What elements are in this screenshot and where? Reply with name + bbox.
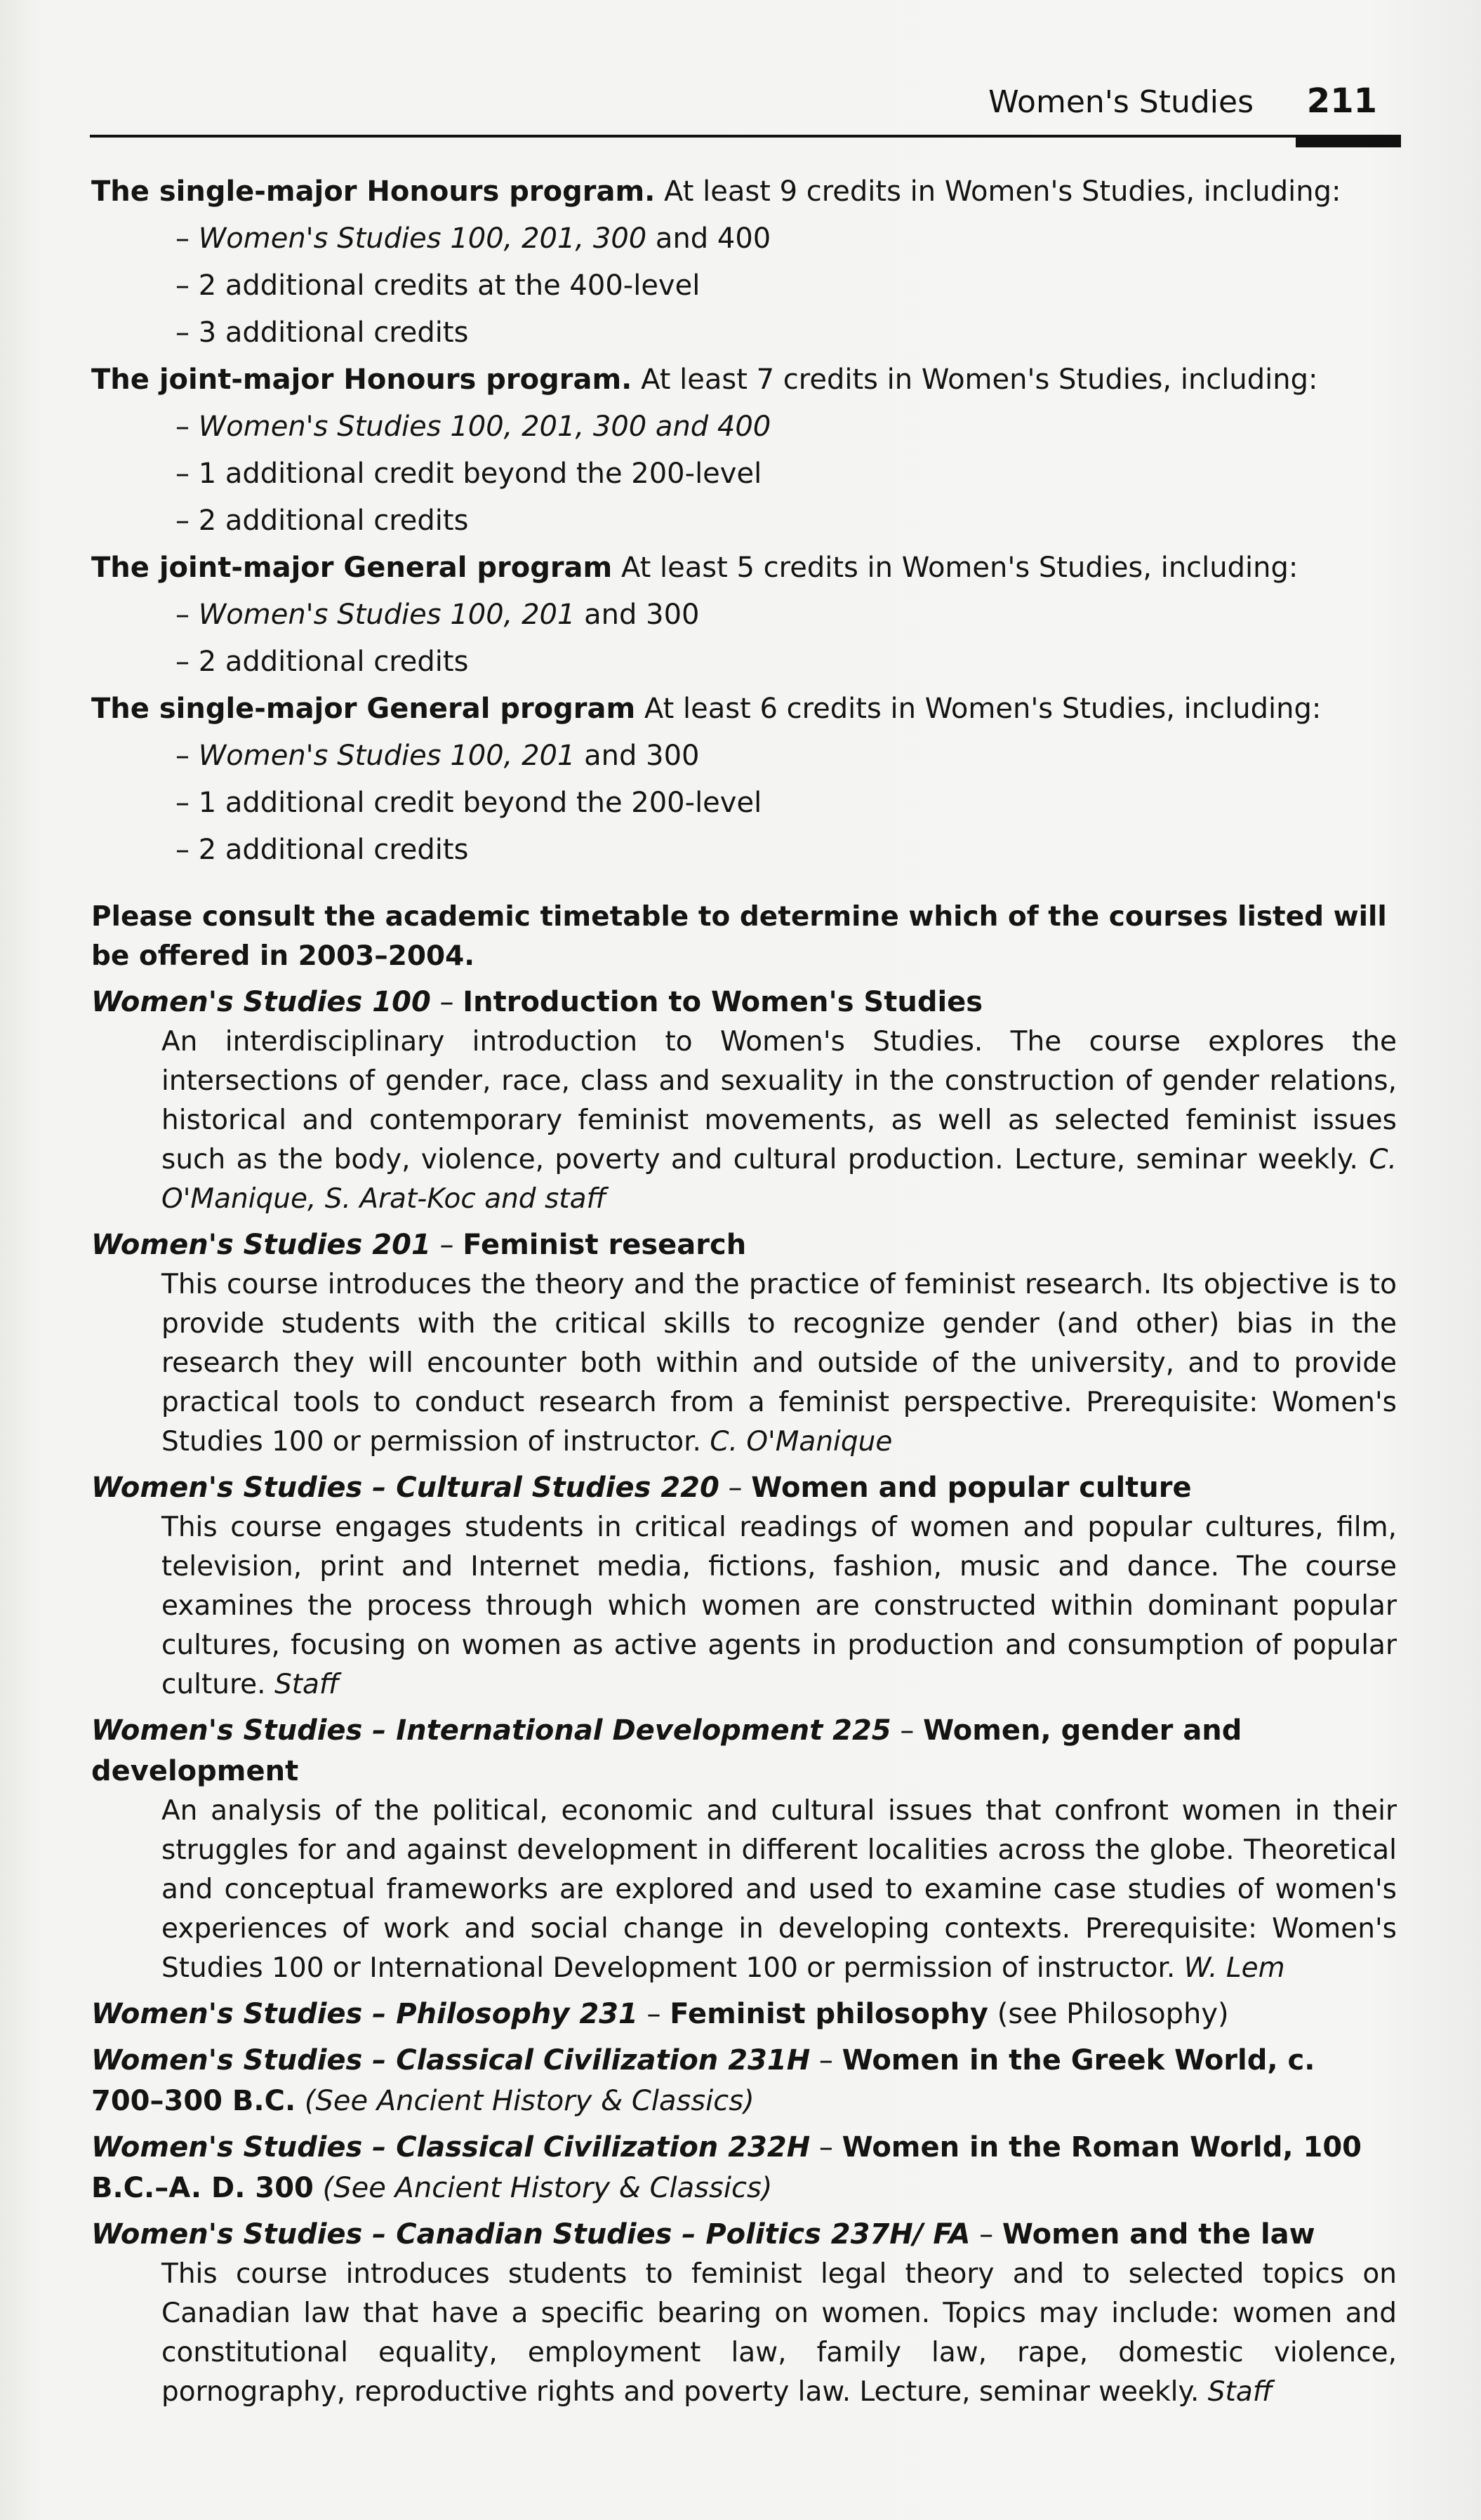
course-see-note: (see Philosophy) <box>997 1998 1229 2030</box>
course-entry <box>91 982 1397 1219</box>
section-title: Women's Studies <box>988 84 1254 120</box>
program-requirement: – Women's Studies 100, 201 and 300 <box>175 740 700 772</box>
course-instructor: Staff <box>1207 2376 1273 2408</box>
course-entry <box>91 2040 1397 2121</box>
course-heading: Women's Studies 201 – Feminist research <box>91 1229 747 1261</box>
program-requirement: – 2 additional credits <box>175 834 469 866</box>
program-intro: At least 5 credits in Women's Studies, including: <box>620 552 1299 584</box>
page-number: 211 <box>1306 81 1377 121</box>
program-title: The joint-major Honours program. <box>91 364 632 396</box>
course-entry <box>91 1710 1397 1988</box>
course-instructor: C. O'Manique <box>710 1426 893 1458</box>
program-requirement: – Women's Studies 100, 201, 300 and 400 <box>175 222 771 255</box>
course-instructor: Staff <box>274 1669 340 1700</box>
course-code: Women's Studies – Cultural Studies 220 <box>91 1472 719 1504</box>
program-title: The single-major General program <box>91 693 636 725</box>
course-description: An analysis of the political, economic and cultural issues that confront women in their struggles for and against development in different localities across the globe. Theoretical and conceptual frameworks are explored and used to examine case studies of women's experiences of work and social change in developing contexts. Prerequisite: Women's Studies 100 or International Development 100 or permission of instructor. W. Lem <box>161 1795 1397 1984</box>
course-title: Introduction to Women's Studies <box>463 986 983 1018</box>
course-description: This course introduces the theory and the practice of feminist research. Its objective is to provide students with the critical skills to recognize gender (and other) bias in the research they will encounter both within and outside of the university, and to provide practical tools to conduct research from a feminist perspective. Prerequisite: Women's Studies 100 or permission of instructor. C. O'Manique <box>161 1269 1397 1458</box>
course-instructor: C. O'Manique, S. Arat-Koc and staff <box>161 1144 1397 1215</box>
program-requirement: – Women's Studies 100, 201 and 300 <box>175 599 700 631</box>
program-intro: At least 6 credits in Women's Studies, including: <box>644 693 1322 725</box>
course-instructor: W. Lem <box>1183 1952 1285 1984</box>
course-code: Women's Studies – Classical Civilization 232H <box>91 2131 811 2164</box>
program-requirement: – 1 additional credit beyond the 200-level <box>175 787 762 819</box>
course-entry <box>91 1467 1397 1705</box>
course-code: Women's Studies – Philosophy 231 <box>91 1998 638 2030</box>
course-entry <box>91 1994 1397 2034</box>
course-see-note: (See Ancient History & Classics) <box>322 2172 773 2204</box>
course-description: This course engages students in critical readings of women and popular cultures, film, television, print and Internet media, fictions, fashion, music and dance. The course examines the process through which women are constructed within dominant popular cultures, focusing on women as active agents in production and consumption of popular culture. Staff <box>161 1512 1397 1700</box>
course-title: Women and popular culture <box>751 1472 1192 1504</box>
timetable-notice: Please consult the academic timetable to determine which of the courses listed will be offered in 2003–2004. <box>91 901 1387 972</box>
course-code: Women's Studies – Canadian Studies – Politics 237H/ FA <box>91 2218 971 2251</box>
program-requirement: – 3 additional credits <box>175 316 469 349</box>
page-header <box>90 79 1401 138</box>
course-title: Women, gender and development <box>91 1714 1242 1787</box>
header-rule-bar <box>1296 135 1401 147</box>
program-requirement: – 2 additional credits <box>175 646 469 678</box>
program-heading <box>91 168 1397 215</box>
course-heading: Women's Studies – Philosophy 231 – Feminist philosophy (see Philosophy) <box>91 1998 1229 2030</box>
course-entry <box>91 2127 1397 2208</box>
course-heading: Women's Studies – International Development 225 – Women, gender and development <box>91 1714 1242 1787</box>
course-entry <box>91 1225 1397 1462</box>
course-see-note: (See Ancient History & Classics) <box>304 2085 755 2117</box>
page-content <box>91 168 1397 2412</box>
course-title: Women and the law <box>1002 2218 1315 2251</box>
course-code: Women's Studies 201 <box>91 1229 431 1261</box>
course-heading: Women's Studies – Canadian Studies – Politics 237H/ FA – Women and the law <box>91 2218 1315 2251</box>
course-title: Women in the Greek World, c. 700–300 B.C. <box>91 2044 1315 2117</box>
course-description: This course introduces students to feminist legal theory and to selected topics on Canadian law that have a specific bearing on women. Topics may include: women and constitutional equality, employment law, family law, rape, domestic violence, pornography, reproductive rights and poverty law. Lecture, seminar weekly. Staff <box>161 2258 1397 2408</box>
course-title: Feminist philosophy <box>670 1998 988 2030</box>
course-code: Women's Studies – International Development 225 <box>91 1714 891 1747</box>
course-code: Women's Studies 100 <box>91 986 431 1018</box>
program-requirement: – 2 additional credits at the 400-level <box>175 269 700 302</box>
course-heading: Women's Studies – Classical Civilization 232H – Women in the Roman World, 100 B.C.–A. D. 300 (See Ancient History & Classics) <box>91 2131 1362 2204</box>
program-requirement: – 1 additional credit beyond the 200-level <box>175 458 762 490</box>
course-heading: Women's Studies – Cultural Studies 220 – Women and popular culture <box>91 1472 1192 1504</box>
course-entry <box>91 2214 1397 2412</box>
course-title: Feminist research <box>463 1229 747 1261</box>
program-intro: At least 7 credits in Women's Studies, including: <box>641 364 1318 396</box>
course-code: Women's Studies – Classical Civilization 231H <box>91 2044 811 2076</box>
program-title: The single-major Honours program. <box>91 175 656 208</box>
program-heading <box>91 686 1397 733</box>
course-description: An interdisciplinary introduction to Women's Studies. The course explores the intersections of gender, race, class and sexuality in the construction of gender relations, historical and contemporary feminist movements, as well as selected feminist issues such as the body, violence, poverty and cultural production. Lecture, seminar weekly. C. O'Manique, S. Arat-Koc and staff <box>161 1026 1397 1215</box>
program-heading <box>91 356 1397 404</box>
program-title: The joint-major General program <box>91 552 613 584</box>
program-requirement: – 2 additional credits <box>175 505 469 537</box>
program-requirement: – Women's Studies 100, 201, 300 and 400 <box>175 411 771 443</box>
program-heading <box>91 545 1397 592</box>
course-heading: Women's Studies 100 – Introduction to Women's Studies <box>91 986 983 1018</box>
course-heading: Women's Studies – Classical Civilization 231H – Women in the Greek World, c. 700–300 B.C. (See Ancient History & Classics) <box>91 2044 1315 2117</box>
program-intro: At least 9 credits in Women's Studies, including: <box>664 175 1341 208</box>
course-title: Women in the Roman World, 100 B.C.–A. D. 300 <box>91 2131 1362 2204</box>
